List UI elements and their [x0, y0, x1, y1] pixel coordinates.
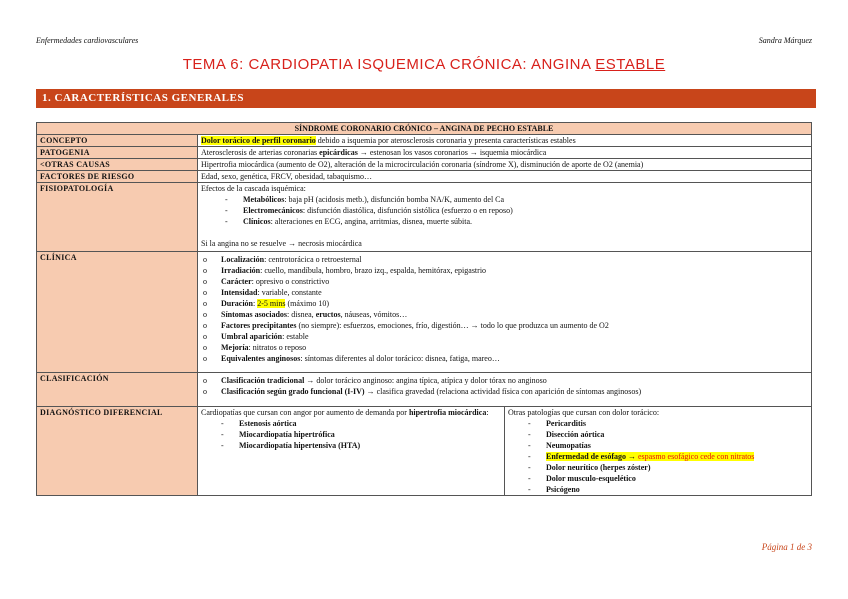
clinica-list	[201, 254, 808, 364]
item-text: : disnea,	[287, 310, 316, 319]
item-text: (no siempre): esfuerzos, emociones, frío, digestión… → todo lo que produzca un aumento de O2	[296, 321, 609, 330]
list-item	[221, 298, 808, 309]
list-item	[546, 418, 808, 429]
item-bold: Disección aórtica	[546, 430, 605, 439]
item-bold: Estenosis aórtica	[239, 419, 297, 428]
list-item	[221, 276, 808, 287]
angina-table	[36, 122, 812, 496]
list-item	[221, 386, 808, 397]
value-text: Cardiopatías que cursan con angor por aumento de demanda por	[201, 408, 409, 417]
item-bold: Enfermedad de esófago →	[546, 452, 636, 461]
row-value: Edad, sexo, genética, FRCV, obesidad, tabaquismo…	[198, 171, 812, 183]
row-value	[198, 252, 812, 373]
row-factores-riesgo	[37, 171, 812, 183]
item-bold: Neumopatías	[546, 441, 591, 450]
list-item	[221, 331, 808, 342]
row-value	[198, 183, 812, 252]
list-item	[546, 440, 808, 451]
item-text: : opresivo o constrictivo	[251, 277, 330, 286]
item-text: : centrotorácica o retroesternal	[264, 255, 362, 264]
item-bold: Metabólicos	[243, 195, 285, 204]
row-diagnostico	[37, 407, 812, 496]
item-bold: Miocardiopatía hipertensiva (HTA)	[239, 441, 361, 450]
item-text: : disfunción diastólica, disfunción sistólica (esfuerzo o en reposo)	[302, 206, 513, 215]
row-concepto	[37, 135, 812, 147]
item-bold: Umbral aparición	[221, 332, 283, 341]
row-label: CLÍNICA	[37, 252, 198, 373]
header-left-text: Enfermedades cardiovasculares	[36, 36, 139, 45]
item-bold: Dolor neurítico (herpes zóster)	[546, 463, 651, 472]
list-item	[221, 254, 808, 265]
page-number: Página 1 de 3	[761, 542, 812, 552]
list-item	[546, 473, 808, 484]
title-main: TEMA 6: CARDIOPATIA ISQUEMICA CRÓNICA: ANGINA	[182, 56, 596, 73]
item-text: : cuello, mandíbula, hombro, brazo izq., espalda, hemitórax, epigastrio	[260, 266, 487, 275]
row-otras-causas	[37, 159, 812, 171]
row-value	[198, 407, 812, 496]
item-bold: Clasificación tradicional	[221, 376, 305, 385]
item-bold: Pericarditis	[546, 419, 586, 428]
row-value	[198, 135, 812, 147]
highlight-text: Dolor torácico de perfil coronario	[201, 136, 316, 145]
page-title	[0, 56, 848, 73]
item-bold: Psicógeno	[546, 485, 580, 494]
clasificacion-list	[201, 375, 808, 397]
row-value: Hipertrofia miocárdica (aumento de O2), alteración de la microcirculación coronaria (síndrome X), disminución de aporte de O2 (anemia)	[198, 159, 812, 171]
item-text: : alteraciones en ECG, angina, arritmias, disnea, muerte súbita.	[270, 217, 473, 226]
list-item	[546, 462, 808, 473]
item-bold: Irradiación	[221, 266, 261, 275]
item-text: : estable	[282, 332, 309, 341]
item-bold: Carácter	[221, 277, 252, 286]
item-bold: Localización	[221, 255, 265, 264]
list-item	[239, 429, 501, 440]
list-item	[243, 205, 808, 216]
dx-right	[505, 407, 811, 495]
dx-left	[198, 407, 505, 495]
row-label: CONCEPTO	[37, 135, 198, 147]
list-item	[221, 320, 808, 331]
item-bold: Duración	[221, 299, 253, 308]
fisio-list	[201, 194, 808, 227]
list-item	[243, 194, 808, 205]
list-item	[221, 353, 808, 364]
item-bold: Mejoría	[221, 343, 249, 352]
fisio-intro: Efectos de la cascada isquémica:	[201, 184, 306, 193]
list-item	[239, 418, 501, 429]
list-item	[243, 216, 808, 227]
item-bold: Factores precipitantes	[221, 321, 297, 330]
row-value	[198, 373, 812, 407]
value-text: :	[486, 408, 489, 417]
fisio-outro: Si la angina no se resuelve → necrosis miocárdica	[201, 239, 362, 248]
row-clasificacion	[37, 373, 812, 407]
item-bold: Electromecánicos	[243, 206, 303, 215]
dx-split	[198, 407, 811, 495]
table-heading: SÍNDROME CORONARIO CRÓNICO – ANGINA DE PECHO ESTABLE	[37, 123, 812, 135]
row-clinica	[37, 252, 812, 373]
item-text: : síntomas diferentes al dolor torácico: disnea, fatiga, mareo…	[300, 354, 500, 363]
item-text: → clasifica gravedad (relaciona actividad física con aparición de síntomas anginosos)	[364, 387, 642, 396]
item-bold: Clínicos	[243, 217, 271, 226]
list-item	[221, 309, 808, 320]
item-text: → dolor torácico anginoso: angina típica, atípica y dolor tórax no anginoso	[304, 376, 547, 385]
dx-right-list	[508, 418, 808, 495]
row-label: FACTORES DE RIESGO	[37, 171, 198, 183]
dx-left-intro	[201, 407, 501, 418]
item-bold: Intensidad	[221, 288, 258, 297]
row-label: DIAGNÓSTICO DIFERENCIAL	[37, 407, 198, 496]
item-bold: Miocardiopatía hipertrófica	[239, 430, 335, 439]
value-text: debido a isquemia por aterosclerosis coronaria y presenta características estables	[315, 136, 576, 145]
item-text: , náuseas, vómitos…	[340, 310, 408, 319]
header-right-text: Sandra Márquez	[758, 36, 812, 45]
list-item	[221, 265, 808, 276]
list-item	[546, 451, 808, 462]
row-label: PATOGENIA	[37, 147, 198, 159]
dx-right-intro: Otras patologías que cursan con dolor torácico:	[508, 408, 660, 417]
item-bold: Dolor musculo-esquelético	[546, 474, 636, 483]
item-bold: eructos	[315, 310, 341, 319]
list-item	[239, 440, 501, 451]
item-text: :	[253, 299, 258, 308]
value-text: Aterosclerosis de arterias coronarias	[201, 148, 320, 157]
item-text: : variable, constante	[257, 288, 322, 297]
list-item	[221, 375, 808, 386]
list-item	[221, 287, 808, 298]
row-label: CLASIFICACIÓN	[37, 373, 198, 407]
list-item	[546, 429, 808, 440]
row-fisiopatologia	[37, 183, 812, 252]
highlight-red-text: espasmo esofágico cede con nitratos	[636, 452, 755, 461]
value-text: → estenosan los vasos coronarios → isquemia miocárdica	[357, 148, 547, 157]
row-value	[198, 147, 812, 159]
value-bold: epicárdicas	[319, 148, 358, 157]
dx-left-list	[201, 418, 501, 451]
list-item	[221, 342, 808, 353]
item-bold: Equivalentes anginosos	[221, 354, 301, 363]
item-bold: Síntomas asociados	[221, 310, 288, 319]
item-bold: Clasificación según grado funcional (I-IV)	[221, 387, 365, 396]
row-label: <OTRAS CAUSAS	[37, 159, 198, 171]
item-text: : baja pH (acidosis metb.), disfunción bomba NA/K, aumento del Ca	[284, 195, 505, 204]
row-label: FISIOPATOLOGÍA	[37, 183, 198, 252]
title-underlined: ESTABLE	[595, 56, 666, 73]
item-text: (máximo 10)	[285, 299, 330, 308]
value-bold: hipertrofia miocárdica	[408, 408, 487, 417]
item-text: : nitratos o reposo	[248, 343, 307, 352]
highlight-text: 2-5 mins	[257, 299, 286, 308]
list-item	[546, 484, 808, 495]
section-heading-bar: 1. CARACTERÍSTICAS GENERALES	[36, 89, 816, 108]
row-patogenia	[37, 147, 812, 159]
table-heading-row	[37, 123, 812, 135]
